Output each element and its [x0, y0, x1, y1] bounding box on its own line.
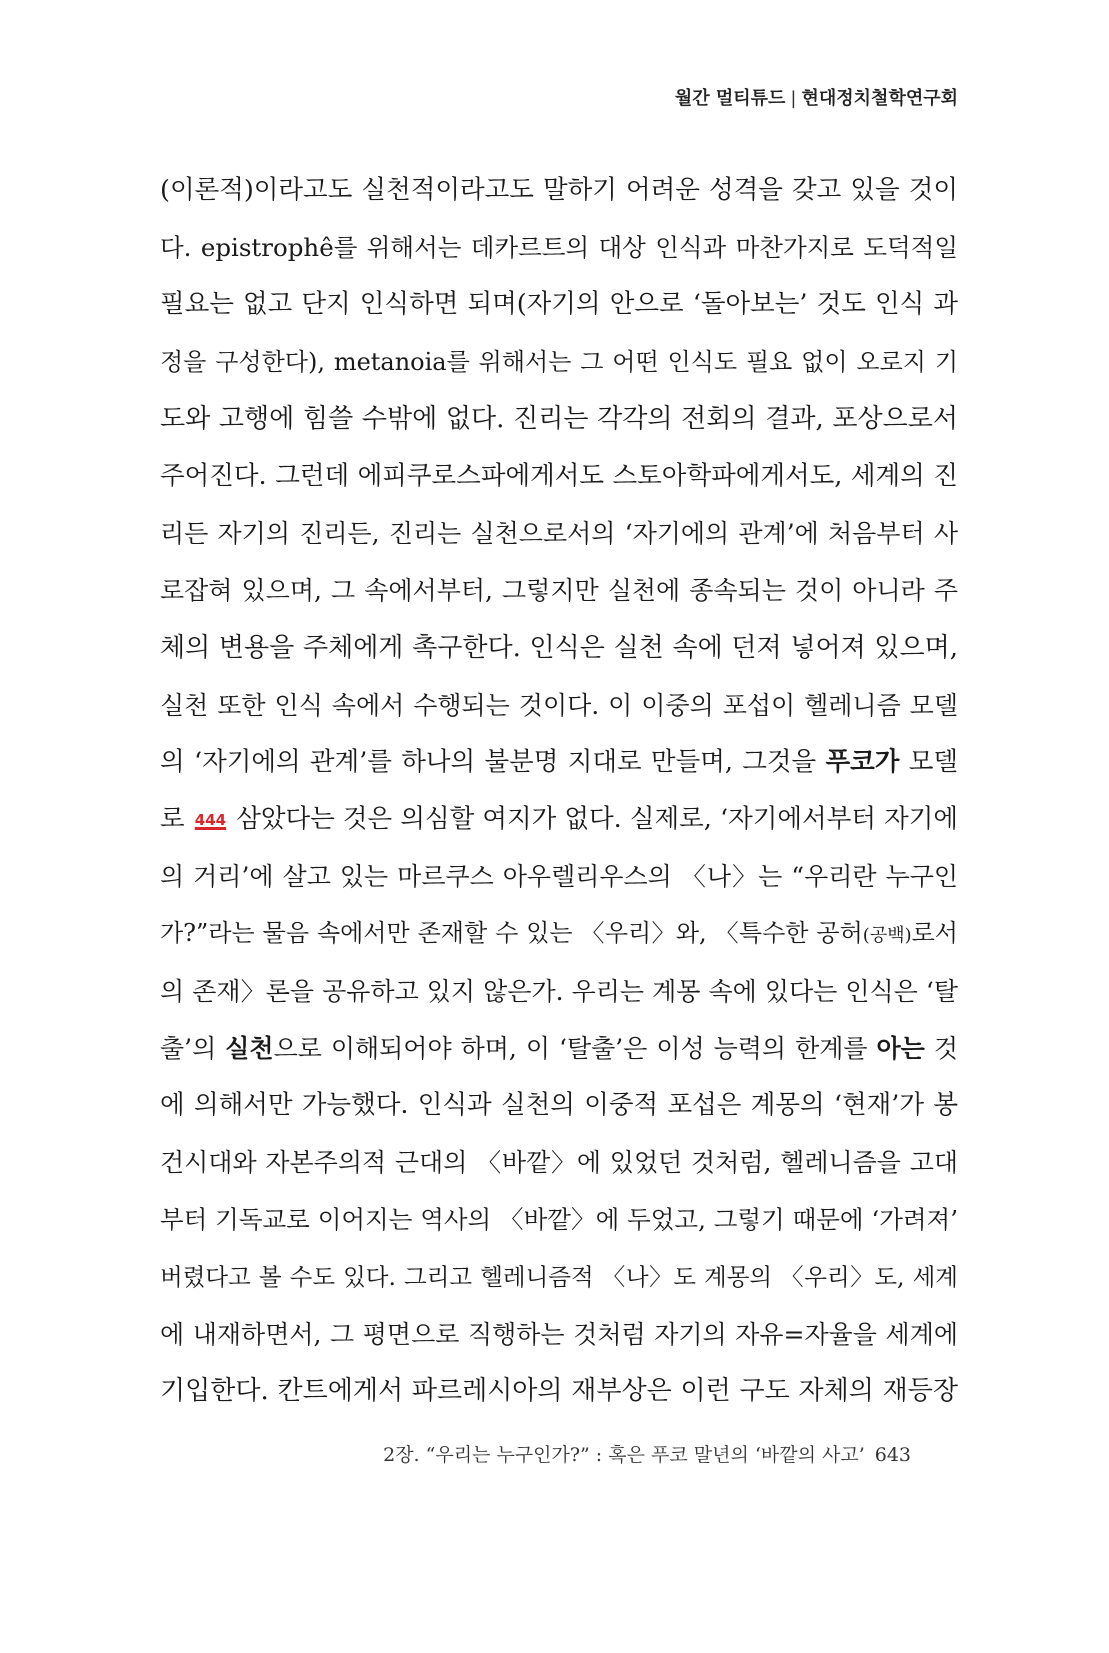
text-line-content: 출’의 [160, 1033, 226, 1063]
text-line-content: 정을 구성한다), metanoia를 위해서는 그 어떤 인식도 필요 없이 오로지 기 [160, 347, 958, 376]
body-text [160, 162, 958, 1420]
text-line-content: 주어진다. 그런데 에피쿠로스파에게서도 스토아학파에게서도, 세계의 진 [160, 460, 958, 491]
text-line-content: 삼았다는 것은 의심할 여지가 없다. 실제로, ‘자기에서부터 자기에 [228, 804, 958, 835]
text-line [160, 1134, 958, 1191]
header-separator: | [790, 88, 797, 109]
text-line-content: 로서 [911, 919, 958, 948]
text-line [160, 677, 958, 734]
text-line-content: 의 존재〉론을 공유하고 있지 않은가. 우리는 계몽 속에 있다는 인식은 ‘탈 [160, 976, 958, 1006]
text-line [160, 391, 958, 448]
bold-term-practice: 실천 [225, 1033, 274, 1063]
text-line [160, 162, 958, 219]
text-line-content: (이론적)이라고도 실천적이라고도 말하기 어려운 성격을 갖고 있을 것이 [160, 175, 958, 205]
chapter-title: 2장. “우리는 누구인가?” : 혹은 푸코 말년의 ‘바깥의 사고’ [383, 1444, 865, 1466]
text-line [160, 848, 958, 905]
text-line [160, 505, 958, 562]
original-page-marker: 444 [194, 811, 227, 830]
text-line [160, 334, 958, 391]
text-line-content: 건시대와 자본주의적 근대의 〈바깥〉에 있었던 것처럼, 헬레니즘을 고대 [160, 1148, 958, 1178]
text-line-content: 체의 변용을 주체에게 촉구한다. 인식은 실천 속에 던져 넣어져 있으며, [160, 632, 958, 663]
text-line-content: 모델 [899, 746, 958, 777]
text-line-content: 필요는 없고 단지 인식하면 되며(자기의 안으로 ‘돌아보는’ 것도 인식 과 [160, 289, 958, 320]
text-line [160, 219, 958, 276]
small-annotation: (공백) [862, 925, 912, 947]
text-line [160, 620, 958, 677]
text-line [160, 562, 958, 619]
text-line-content: 의 거리’에 살고 있는 마르쿠스 아우렐리우스의 〈나〉는 “우리란 누구인 [160, 862, 958, 892]
text-line [160, 1249, 958, 1306]
text-line [160, 448, 958, 505]
text-line [160, 1306, 958, 1363]
bold-term-knowing: 아는 [876, 1033, 925, 1063]
text-line [160, 791, 958, 848]
text-line-content: 리든 자기의 진리든, 진리는 실천으로서의 ‘자기에의 관계’에 처음부터 사 [160, 519, 958, 549]
text-line [160, 1191, 958, 1248]
running-header [675, 84, 958, 110]
text-line-content: 로 [160, 804, 193, 835]
text-line [160, 734, 958, 791]
text-line-content: 것 [924, 1033, 958, 1063]
text-line [160, 963, 958, 1020]
text-line-content: 버렸다고 볼 수도 있다. 그리고 헬레니즘적 〈나〉도 계몽의 〈우리〉도, 세계 [160, 1262, 958, 1291]
text-line-content: 로잡혀 있으며, 그 속에서부터, 그렇지만 실천에 종속되는 것이 아니라 주 [160, 576, 958, 606]
text-line [160, 1020, 958, 1077]
text-line-content: 으로 이해되어야 하며, 이 ‘탈출’은 이성 능력의 한계를 [273, 1033, 877, 1063]
text-line-content: 다. epistrophê를 위해서는 데카르트의 대상 인식과 마찬가지로 도덕적일 [160, 233, 958, 263]
text-line [160, 1077, 958, 1134]
text-line-content: 가?”라는 물음 속에서만 존재할 수 있는 〈우리〉와, 〈특수한 공허 [160, 919, 863, 948]
text-line [160, 905, 958, 962]
bold-term-foucault: 푸코가 [825, 746, 900, 777]
text-line-content: 도와 고행에 힘쓸 수밖에 없다. 진리는 각각의 전회의 결과, 포상으로서 [160, 403, 958, 434]
text-line-content: 부터 기독교로 이어지는 역사의 〈바깥〉에 두었고, 그렇기 때문에 ‘가려져’ [160, 1205, 958, 1235]
text-line-content: 에 내재하면서, 그 평면으로 직행하는 것처럼 자기의 자유=자율을 세계에 [160, 1319, 958, 1349]
text-line-content: 에 의해서만 가능했다. 인식과 실천의 이중적 포섭은 계몽의 ‘현재’가 봉 [160, 1090, 958, 1120]
text-line-content: 실천 또한 인식 속에서 수행되는 것이다. 이 이중의 포섭이 헬레니즘 모델 [160, 690, 958, 720]
page-footer [383, 1440, 911, 1467]
publication-title: 월간 멀티튜드 [674, 88, 786, 109]
text-line [160, 276, 958, 333]
page-number: 643 [874, 1444, 911, 1466]
text-line-content: 의 ‘자기에의 관계’를 하나의 불분명 지대로 만들며, 그것을 [160, 746, 826, 777]
text-line [160, 1363, 958, 1420]
organization-name: 현대정치철학연구회 [801, 88, 958, 109]
text-line-content: 기입한다. 칸트에게서 파르레시아의 재부상은 이런 구도 자체의 재등장 [160, 1375, 958, 1406]
